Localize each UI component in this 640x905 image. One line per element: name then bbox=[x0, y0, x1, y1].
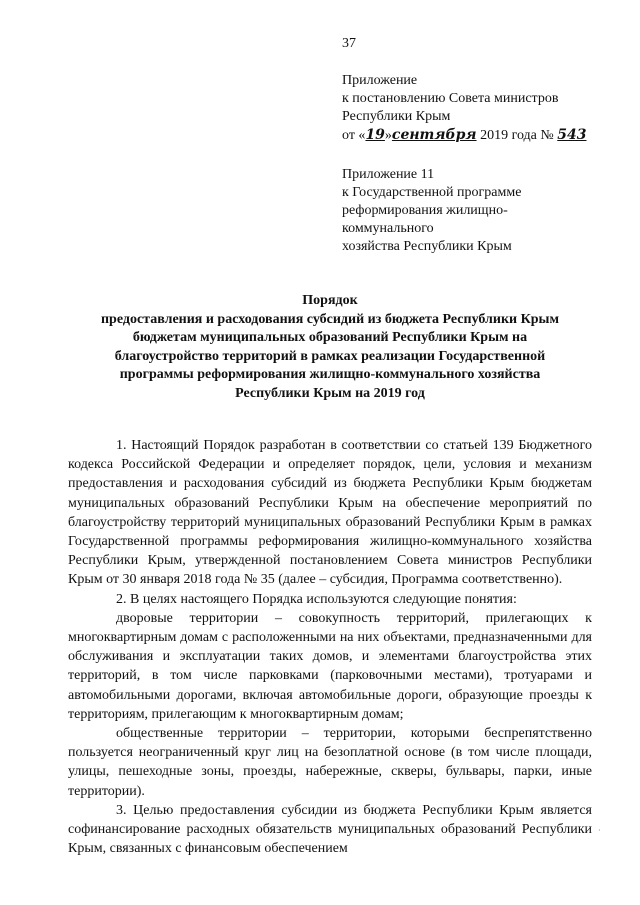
date-prefix: от « bbox=[342, 128, 366, 143]
handwritten-month: сентября bbox=[391, 127, 477, 143]
appendix-republic-line: Республики Крым bbox=[342, 109, 451, 124]
program-appendix-line2: к Государственной программе bbox=[342, 185, 522, 200]
appendix-label: Приложение bbox=[342, 73, 418, 88]
handwritten-day: 19 bbox=[365, 127, 385, 143]
scan-dot: · bbox=[598, 826, 601, 835]
paragraph-3: 3. Целью предоставления субсидии из бюджета Республики Крым является софинансирование расходных обязательств муниципальных образований Республики Крым, связанных с финансовым обеспечением bbox=[68, 802, 592, 857]
page-number: 37 bbox=[342, 36, 356, 51]
title-line: благоустройство территорий в рамках реализации Государственной bbox=[114, 348, 546, 364]
appendix-decree-line: к постановлению Совета министров bbox=[342, 91, 559, 106]
paragraph-1: 1. Настоящий Порядок разработан в соответствии со статьей 139 Бюджетного кодекса Российской Федерации и определяет порядок, цели, условия и механизм предоставления и расходования субсидий из бюджета Республики Крым бюджетам муниципальных образований Республики Крым на обеспечение мероприятий по благоустройству территорий муниципальных образований Республики Крым в рамках Государственной программы реформирования жилищно-коммунального хозяйства Республики Крым, утвержденной постановлением Совета министров Республики Крым от 30 января 2018 года № 35 (далее – субсидия, Программа соответственно). bbox=[68, 438, 592, 588]
title-line: программы реформирования жилищно-коммунального хозяйства bbox=[119, 367, 541, 382]
program-appendix-line5: хозяйства Республики Крым bbox=[342, 239, 512, 254]
title-line: предоставления и расходования субсидий из бюджета Республики Крым bbox=[100, 311, 560, 327]
document-body bbox=[68, 436, 592, 858]
appendix-date-line bbox=[342, 126, 622, 145]
paragraph-definition-yards: дворовые территории – совокупность территорий, прилегающих к многоквартирным домам с расположенными на них объектами, предназначенными для обслуживания и эксплуатации таких домов, и элементами благоустройства этих территорий, в том числе парковками (парковочными местами), тротуарами и автомобильными дорогами, включая автомобильные дороги, образующие проезды к территориям, прилегающим к многоквартирным домам; bbox=[68, 610, 592, 722]
handwritten-number: 543 bbox=[557, 127, 587, 143]
title-line: Республики Крым на 2019 год bbox=[235, 385, 425, 401]
program-appendix-label: Приложение 11 bbox=[342, 167, 435, 182]
program-appendix-header bbox=[342, 166, 582, 256]
program-appendix-line4: коммунального bbox=[342, 221, 434, 236]
appendix-header bbox=[342, 72, 622, 145]
date-year: 2019 года № bbox=[480, 128, 554, 143]
title-line: бюджетам муниципальных образований Республики Крым на bbox=[132, 330, 528, 345]
program-appendix-line3: реформирования жилищно- bbox=[342, 203, 508, 218]
document-title bbox=[60, 292, 600, 403]
title-line: Порядок bbox=[302, 293, 358, 308]
paragraph-2: 2. В целях настоящего Порядка используются следующие понятия: bbox=[116, 591, 517, 607]
paragraph-definition-public: общественные территории – территории, которыми беспрепятственно пользуется неограниченный круг лиц на безоплатной основе (в том числе площади, улицы, пешеходные зоны, проезды, набережные, скверы, бульвары, парки, иные территории). bbox=[68, 726, 592, 799]
date-mid: » bbox=[384, 128, 392, 143]
